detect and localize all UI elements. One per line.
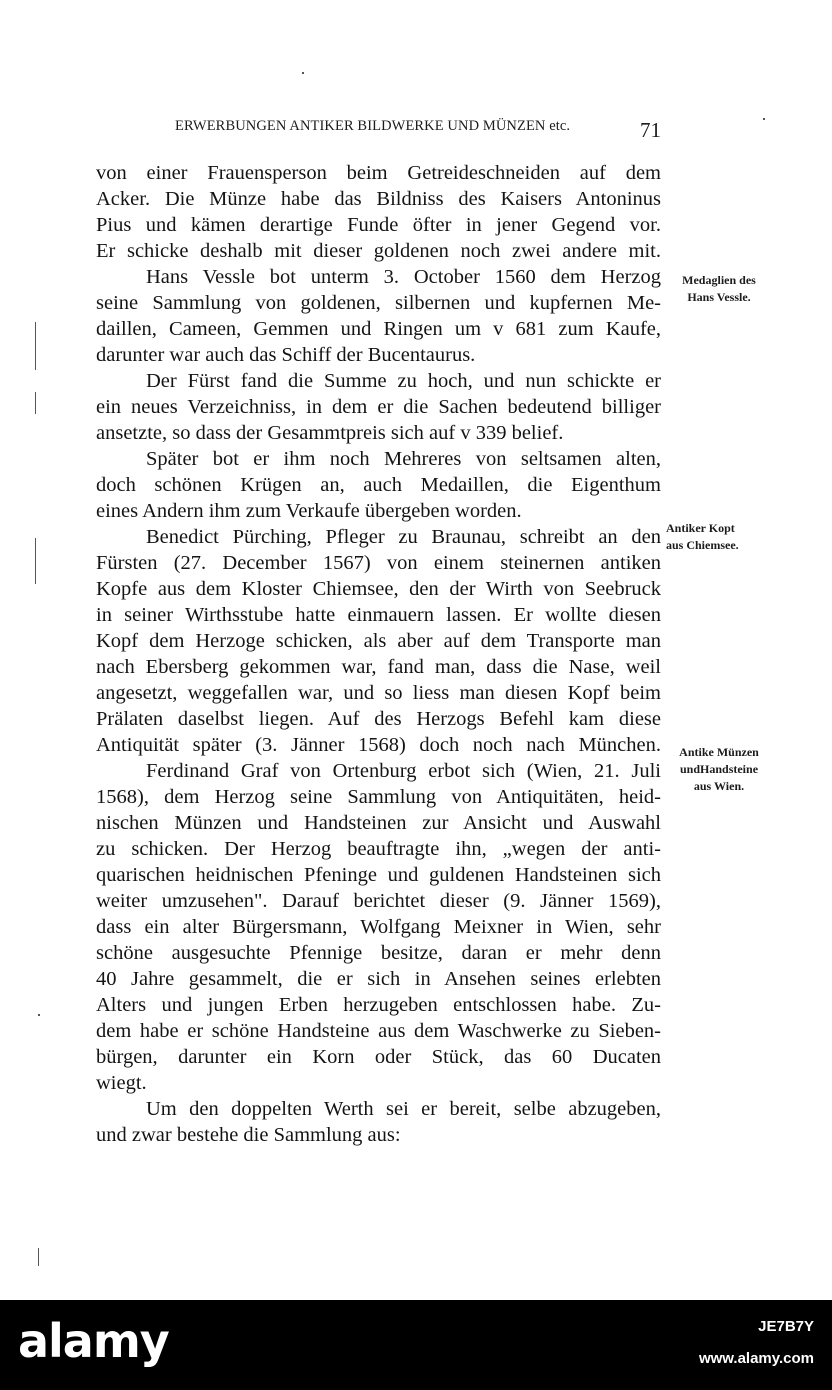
- body-line: Antiquität später (3. Jänner 1568) doch noch nach München.: [96, 734, 661, 756]
- scan-mark: [35, 322, 36, 370]
- body-line: Benedict Pürching, Pfleger zu Braunau, schreibt an den: [146, 526, 661, 548]
- body-line: weiter umzusehen". Darauf berichtet dieser (9. Jänner 1569),: [96, 890, 661, 912]
- body-line: Ferdinand Graf von Ortenburg erbot sich (Wien, 21. Juli: [146, 760, 661, 782]
- body-line: Acker. Die Münze habe das Bildniss des Kaisers Antoninus: [96, 188, 661, 210]
- body-line: daillen, Cameen, Gemmen und Ringen um v 681 zum Kaufe,: [96, 318, 661, 340]
- body-line: 1568), dem Herzog seine Sammlung von Antiquitäten, heid-: [96, 786, 661, 808]
- body-line: Prälaten daselbst liegen. Auf des Herzogs Befehl kam diese: [96, 708, 661, 730]
- body-line: Der Fürst fand die Summe zu hoch, und nun schickte er: [146, 370, 661, 392]
- scan-mark: [38, 1014, 40, 1016]
- brand-logo: alamy: [18, 1314, 169, 1368]
- running-header: ERWERBUNGEN ANTIKER BILDWERKE UND MÜNZEN etc.: [175, 118, 571, 134]
- site-url: www.alamy.com: [698, 1350, 814, 1367]
- body-line: angesetzt, weggefallen war, und so liess man diesen Kopf beim: [96, 682, 661, 704]
- margin-note: Antike Münzen undHandsteine aus Wien.: [679, 745, 759, 793]
- body-line: in seiner Wirthsstube hatte einmauern lassen. Er wollte diesen: [96, 604, 661, 626]
- body-line: und zwar bestehe die Sammlung aus:: [96, 1124, 401, 1146]
- scan-mark: [302, 72, 304, 74]
- page-number: 71: [640, 118, 661, 142]
- body-line: Pius und kämen derartige Funde öfter in jener Gegend vor.: [96, 214, 661, 236]
- body-line: 40 Jahre gesammelt, die er sich in Ansehen seines erlebten: [96, 968, 661, 990]
- body-line: Er schicke deshalb mit dieser goldenen noch zwei andere mit.: [96, 240, 661, 262]
- body-line: seine Sammlung von goldenen, silbernen und kupfernen Me-: [96, 292, 661, 314]
- body-line: zu schicken. Der Herzog beauftragte ihn, „wegen der anti-: [96, 838, 661, 860]
- body-line: nischen Münzen und Handsteinen zur Ansicht und Auswahl: [96, 812, 661, 834]
- body-line: doch schönen Krügen an, auch Medaillen, die Eigenthum: [96, 474, 661, 496]
- scan-mark: [38, 1248, 39, 1266]
- body-line: Hans Vessle bot unterm 3. October 1560 dem Herzog: [146, 266, 661, 288]
- body-line: ansetzte, so dass der Gesammtpreis sich auf v 339 belief.: [96, 422, 564, 444]
- body-line: ein neues Verzeichniss, in dem er die Sachen bedeutend billiger: [96, 396, 661, 418]
- body-line: Kopfe aus dem Kloster Chiemsee, den der Wirth von Seebruck: [96, 578, 661, 600]
- body-line: schöne ausgesuchte Pfennige besitze, daran er mehr denn: [96, 942, 661, 964]
- body-line: wiegt.: [96, 1072, 147, 1094]
- body-line: darunter war auch das Schiff der Bucentaurus.: [96, 344, 476, 366]
- body-line: Fürsten (27. December 1567) von einem steinernen antiken: [96, 552, 661, 574]
- margin-note: Medaglien des Hans Vessle.: [682, 273, 756, 304]
- body-line: bürgen, darunter ein Korn oder Stück, das 60 Ducaten: [96, 1046, 661, 1068]
- body-line: Um den doppelten Werth sei er bereit, selbe abzugeben,: [146, 1098, 661, 1120]
- body-line: dass ein alter Bürgersmann, Wolfgang Meixner in Wien, sehr: [96, 916, 661, 938]
- body-line: quarischen heidnischen Pfeninge und guldenen Handsteinen sich: [96, 864, 661, 886]
- margin-note: Antiker Kopt aus Chiemsee.: [666, 521, 739, 552]
- body-line: dem habe er schöne Handsteine aus dem Waschwerke zu Sieben-: [96, 1020, 661, 1042]
- scan-mark: [35, 538, 36, 584]
- body-line: Alters und jungen Erben herzugeben entschlossen habe. Zu-: [96, 994, 661, 1016]
- body-line: Später bot er ihm noch Mehreres von seltsamen alten,: [146, 448, 661, 470]
- image-id: JE7B7Y: [758, 1318, 814, 1335]
- body-line: von einer Frauensperson beim Getreideschneiden auf dem: [96, 162, 661, 184]
- scan-mark: [35, 392, 36, 414]
- body-line: Kopf dem Herzoge schicken, als aber auf dem Transporte man: [96, 630, 661, 652]
- body-line: eines Andern ihm zum Verkaufe übergeben worden.: [96, 500, 522, 522]
- body-line: nach Ebersberg gekommen war, fand man, dass die Nase, weil: [96, 656, 661, 678]
- scan-mark: [763, 118, 765, 120]
